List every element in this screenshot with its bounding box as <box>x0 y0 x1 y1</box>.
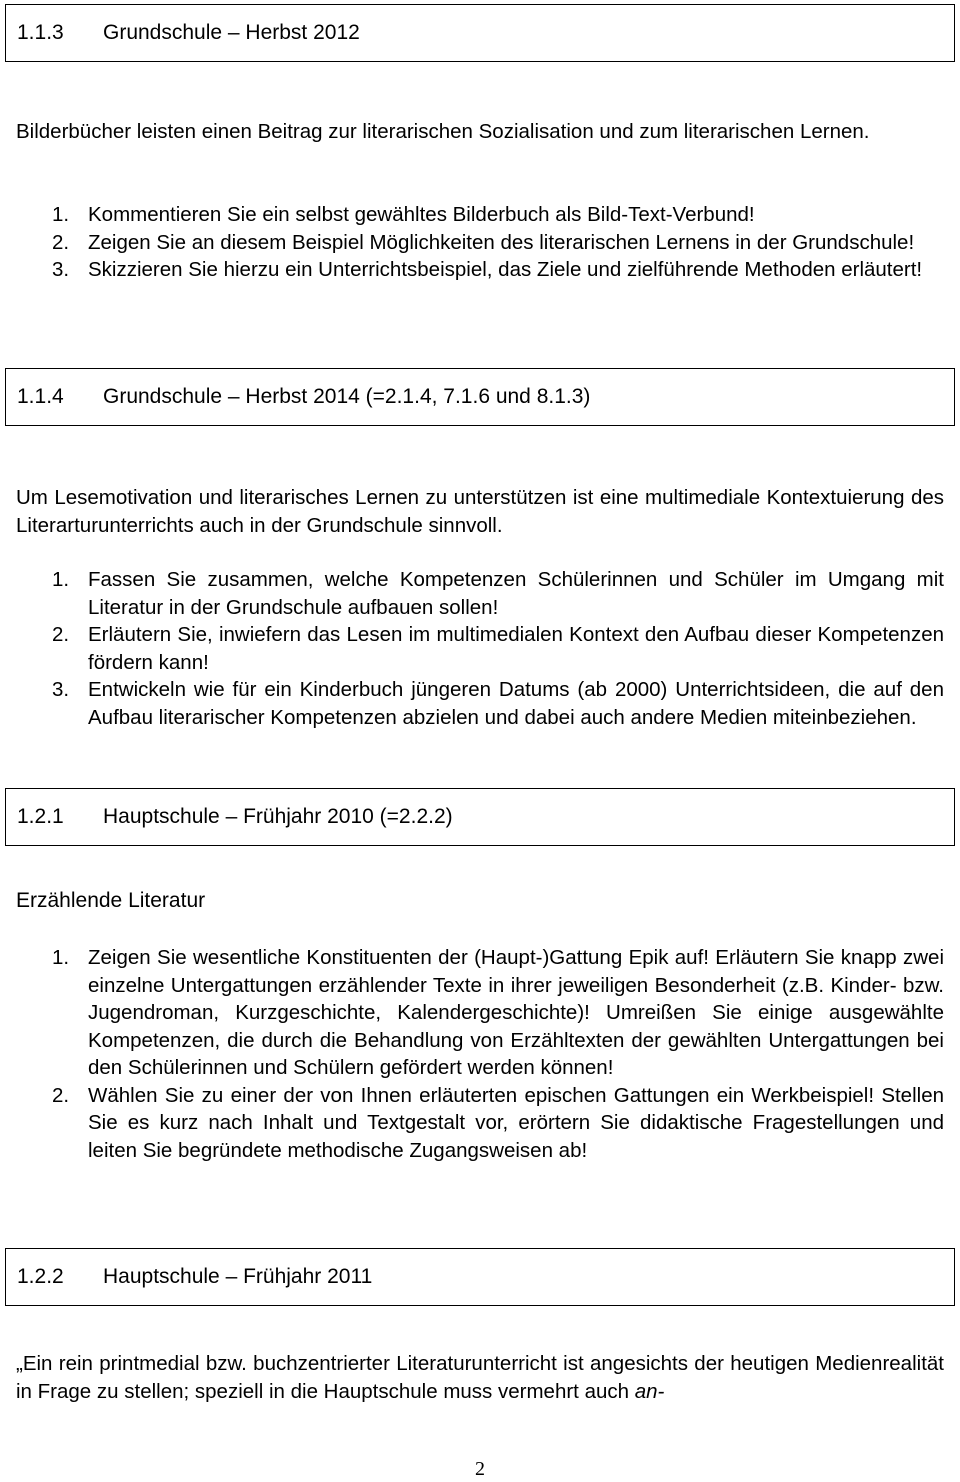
list-item <box>16 676 944 731</box>
section-intro <box>16 484 944 540</box>
section-subheading: Erzählende Literatur <box>16 889 206 912</box>
task-text: Zeigen Sie an diesem Beispiel Möglichkeiten des literarischen Lernens in der Grundschule! <box>88 230 915 254</box>
section-intro <box>16 118 944 146</box>
task-number: 1. <box>52 568 70 591</box>
task-number: 1. <box>52 946 70 969</box>
quote-text-italic: an- <box>634 1380 665 1403</box>
section-quote <box>16 1350 944 1406</box>
quote-text: „Ein rein printmedial bzw. buchzentrierter Literaturunterricht ist angesichts der heutigen Medienrealität in Frage zu stellen; speziell in die Hauptschule muss vermehrt auch <box>16 1352 944 1403</box>
task-number: 2. <box>52 1083 70 1107</box>
section-number: 1.1.4 <box>17 385 64 408</box>
task-text: Kommentieren Sie ein selbst gewähltes Bilderbuch als Bild-Text-Verbund! <box>88 203 755 226</box>
section-title: Hauptschule – Frühjahr 2011 <box>103 1265 373 1288</box>
list-item <box>16 566 944 621</box>
section-title: Hauptschule – Frühjahr 2010 (=2.2.2) <box>103 805 453 828</box>
task-text: Skizzieren Sie hierzu ein Unterrichtsbeispiel, das Ziele und zielführende Methoden erläutert! <box>88 258 923 281</box>
task-list <box>16 944 944 1164</box>
list-item <box>16 201 944 229</box>
intro-text: Bilderbücher leisten einen Beitrag zur literarischen Sozialisation und zum literarischen Lernen. <box>16 120 870 143</box>
list-item <box>16 1082 944 1165</box>
section-title: Grundschule – Herbst 2012 <box>103 21 360 44</box>
task-text: Fassen Sie zusammen, welche Kompetenzen Schülerinnen und Schüler im Umgang mit Literatur in der Grundschule aufbauen sollen! <box>88 568 944 619</box>
task-text: Wählen Sie zu einer der von Ihnen erläuterten epischen Gattungen ein Werkbeispiel! Stellen Sie es kurz nach Inhalt und Textgestalt vor, erörtern Sie didaktische Fragestellungen und leiten Sie begründete methodische Zugangsweisen ab! <box>88 1083 944 1162</box>
task-number: 2. <box>52 230 70 254</box>
list-item <box>16 256 944 284</box>
section-title: Grundschule – Herbst 2014 (=2.1.4, 7.1.6 und 8.1.3) <box>103 385 591 408</box>
list-item <box>16 229 944 257</box>
task-list <box>16 201 944 284</box>
section-number: 1.1.3 <box>17 21 64 44</box>
section-header-1-1-3 <box>5 4 955 62</box>
task-text: Erläutern Sie, inwiefern das Lesen im multimedialen Kontext den Aufbau dieser Kompetenzen fördern kann! <box>88 623 944 674</box>
section-number: 1.2.2 <box>17 1265 64 1288</box>
task-number: 3. <box>52 258 70 281</box>
list-item <box>16 621 944 676</box>
page-number: 2 <box>475 1458 485 1480</box>
task-number: 1. <box>52 203 70 226</box>
task-text: Zeigen Sie wesentliche Konstituenten der (Haupt-)Gattung Epik auf! Erläutern Sie knapp zwei einzelne Untergattungen erzählender Texte in ihrer jeweiligen Besonderheit (z.B. Kinder- bzw. Jugendroman, Kurzgeschichte, Kalendergeschichte)! Umreißen Sie einige ausgewählte Kompetenzen, die durch die Behandlung von Erzähltexten der gewählten Untergattungen bei den Schülerinnen und Schülern gefördert werden können! <box>88 946 944 1079</box>
task-number: 2. <box>52 623 70 646</box>
intro-text: Um Lesemotivation und literarisches Lernen zu unterstützen ist eine multimediale Kontextuierung des Literarturunterrichts auch in der Grundschule sinnvoll. <box>16 486 944 537</box>
task-text: Entwickeln wie für ein Kinderbuch jüngeren Datums (ab 2000) Unterrichtsideen, die auf den Aufbau literarischer Kompetenzen abzielen und dabei auch andere Medien miteinbeziehen. <box>88 678 944 729</box>
task-number: 3. <box>52 678 70 701</box>
section-number: 1.2.1 <box>17 805 64 828</box>
list-item <box>16 944 944 1082</box>
section-header-1-1-4 <box>5 368 955 426</box>
section-header-1-2-1 <box>5 788 955 846</box>
section-header-1-2-2 <box>5 1248 955 1306</box>
task-list <box>16 566 944 731</box>
